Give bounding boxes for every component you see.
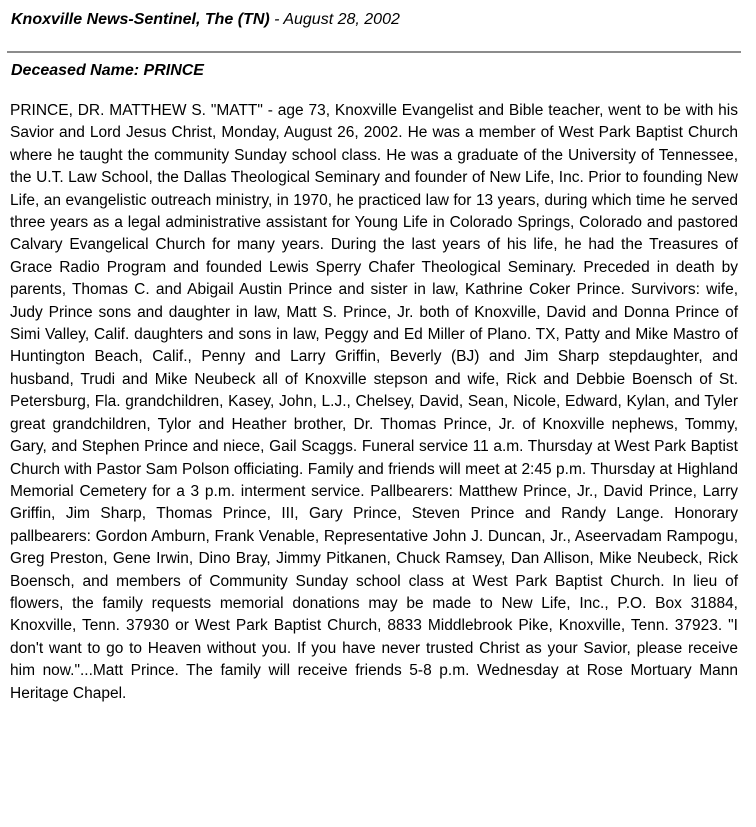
obituary-body: PRINCE, DR. MATTHEW S. "MATT" - age 73, Knoxville Evangelist and Bible teacher, went to be with his Savior and Lord Jesus Christ, Monday, August 26, 2002. He was a member of West Park Baptist Church where he taught the community Sunday school class. He was a graduate of the University of Tennessee, the U.T. Law School, the Dallas Theological Seminary and founder of New Life, Inc. Prior to founding New Life, an evangelistic outreach ministry, in 1970, he practiced law for 13 years, during which time he served three years as a legal administrative assistant for Young Life in Colorado Springs, Colorado and pastored Calvary Evangelical Church for many years. During the last years of his life, he had the Treasures of Grace Radio Program and founded Lewis Sperry Chafer Theological Seminary. Preceded in death by parents, Thomas C. and Abigail Austin Prince and sister in law, Kathrine Coker Prince. Survivors: wife, Judy Prince sons and daughter in law, Matt S. Prince, Jr. both of Knoxville, David and Donna Prince of Simi Valley, Calif. daughters and sons in law, Peggy and Ed Miller of Plano. TX, Patty and Mike Mastro of Huntington Beach, Calif., Penny and Larry Griffin, Beverly (BJ) and Jim Sharp stepdaughter, and husband, Trudi and Mike Neubeck all of Knoxville stepson and wife, Rick and Debbie Boensch of St. Petersburg, Fla. grandchildren, Kasey, John, L.J., Chelsey, David, Sean, Nicole, Edward, Kylan, and Tyler great grandchildren, Tylor and Heather brother, Dr. Thomas Prince, Jr. of Knoxville nephews, Tommy, Gary, and Stephen Prince and niece, Gail Scaggs. Funeral service 11 a.m. Thursday at West Park Baptist Church with Pastor Sam Polson officiating. Family and friends will meet at 2:45 p.m. Thursday at Highland Memorial Cemetery for a 3 p.m. interment service. Pallbearers: Matthew Prince, Jr., David Prince, Larry Griffin, Jim Sharp, Thomas Prince, III, Gary Prince, Steven Prince and Randy Lange. Honorary pallbearers: Gordon Amburn, Frank Venable, Representative John J. Duncan, Jr., Aseervadam Rampogu, Greg Preston, Gene Irwin, Dino Bray, Jimmy Pitkanen, Chuck Ramsey, Dan Allison, Mike Neubeck, Rick Boensch, and members of Community Sunday school class at West Park Baptist Church. In lieu of flowers, the family requests memorial donations may be made to New Life, Inc., P.O. Box 31884, Knoxville, Tenn. 37930 or West Park Baptist Church, 8833 Middlebrook Pike, Knoxville, Tenn. 37923. "I don't want to go to Heaven without you. If you have never trusted Christ as your Savior, please receive him now."...Matt Prince. The family will receive friends 5-8 p.m. Wednesday at Rose Mortuary Mann Heritage Chapel.: [10, 102, 738, 702]
header-separator: -: [269, 11, 284, 28]
newspaper-source: Knoxville News-Sentinel, The (TN): [11, 11, 270, 28]
publication-date: August 28, 2002: [283, 11, 400, 28]
deceased-name-heading: Deceased Name: PRINCE: [11, 62, 204, 79]
header-divider: [7, 51, 741, 53]
article-header: [11, 10, 400, 30]
